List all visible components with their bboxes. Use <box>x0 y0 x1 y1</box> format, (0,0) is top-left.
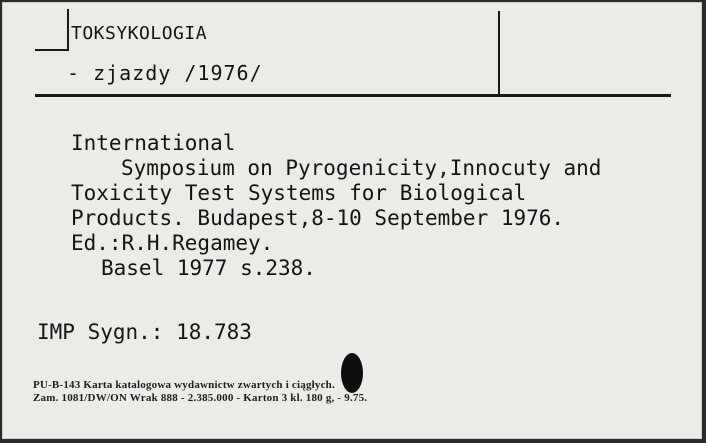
header-divider <box>498 11 500 95</box>
entry-line-1: International <box>71 131 236 155</box>
entry-line-6: Basel 1977 s.238. <box>101 256 316 280</box>
footer-line-2: Zam. 1081/DW/ON Wrak 888 - 2.385.000 - Karton 3 kl. 180 g, - 9.75. <box>33 392 368 404</box>
heading-left-tick <box>35 49 69 51</box>
entry-line-4: Products. Budapest,8-10 September 1976. <box>71 206 565 230</box>
header-rule <box>35 94 671 97</box>
entry-line-3: Toxicity Test Systems for Biological <box>71 181 527 205</box>
heading-left-bracket <box>67 9 69 51</box>
entry-line-2: Symposium on Pyrogenicity,Innocuty and <box>121 156 602 180</box>
catalog-card <box>2 2 702 439</box>
call-number: IMP Sygn.: 18.783 <box>37 320 252 344</box>
entry-line-5: Ed.:R.H.Regamey. <box>71 231 274 255</box>
punch-hole <box>341 353 363 393</box>
subject-subheading: - zjazdy /1976/ <box>67 61 263 85</box>
subject-heading: TOKSYKOLOGIA <box>71 23 208 44</box>
footer-line-1: PU-B-143 Karta katalogowa wydawnictw zwartych i ciągłych. <box>33 379 335 391</box>
